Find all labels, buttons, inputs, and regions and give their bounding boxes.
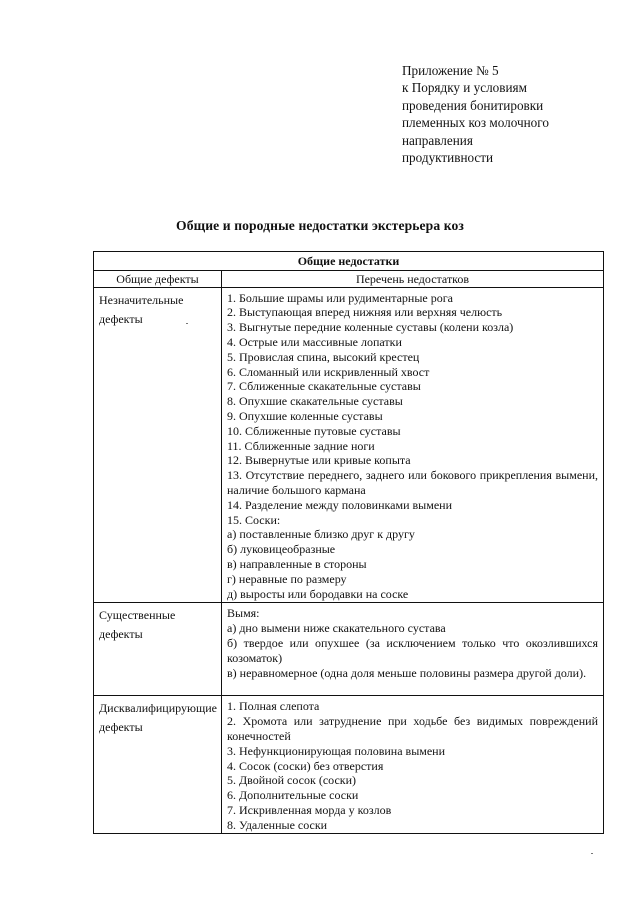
list-item: 5. Провислая спина, высокий крестец xyxy=(227,349,420,364)
table-row xyxy=(94,696,604,834)
list-item: а) дно вымени ниже скакательного сустава xyxy=(227,621,446,636)
list-item: 3. Выгнутые передние коленные суставы (колени козла) xyxy=(227,320,514,335)
appendix-line: проведения бонитировки xyxy=(402,97,544,113)
list-item: 1. Полная слепота xyxy=(227,699,320,714)
list-item: 3. Нефункционирующая половина вымени xyxy=(227,743,446,758)
appendix-note xyxy=(402,62,627,166)
table-section-header-row xyxy=(94,252,604,271)
document-title: Общие и породные недостатки экстерьера коз xyxy=(176,218,464,233)
list-item: 4. Сосок (соски) без отверстия xyxy=(227,758,384,773)
column-header-list: Перечень недостатков xyxy=(222,270,604,287)
list-item: в) неравномерное (одна доля меньше половины размера другой доли). xyxy=(227,665,587,680)
list-item: 7. Сближенные скакательные суставы xyxy=(227,379,421,394)
scan-speck xyxy=(186,323,188,324)
list-item: 14. Разделение между половинками вымени xyxy=(227,497,452,512)
list-item: 2. Хромота или затруднение при ходьбе без видимых повреждений конечностей xyxy=(227,714,599,743)
row-items-significant xyxy=(222,603,604,696)
list-item: 1. Большие шрамы или рудиментарные рога xyxy=(227,290,453,305)
list-item: 7. Искривленная морда у козлов xyxy=(227,802,392,817)
column-header-defects: Общие дефекты xyxy=(94,270,222,287)
list-item: 4. Острые или массивные лопатки xyxy=(227,334,402,349)
list-item: 13. Отсутствие переднего, заднего или бокового прикрепления вымени, наличие большого кармана xyxy=(227,468,599,497)
list-item: б) луковицеобразные xyxy=(227,542,336,557)
list-item: г) неравные по размеру xyxy=(227,571,347,586)
list-item: б) твердое или опухшее (за исключением только что окозлившихся козоматок) xyxy=(227,635,599,665)
row-spacer xyxy=(227,680,598,694)
table-row xyxy=(94,287,604,603)
appendix-line: направления xyxy=(402,132,473,148)
section-header: Общие недостатки xyxy=(94,252,604,271)
list-item: 15. Соски: xyxy=(227,512,281,527)
row-category-minor: Незначительные дефекты xyxy=(94,287,222,603)
list-item: 6. Дополнительные соски xyxy=(227,788,359,803)
table-row xyxy=(94,603,604,696)
list-item: 5. Двойной сосок (соски) xyxy=(227,773,357,788)
row-category-disqualifying: Дисквалифицирующие дефекты xyxy=(94,696,222,834)
list-item: а) поставленные близко друг к другу xyxy=(227,527,415,542)
defects-table xyxy=(93,251,604,834)
list-item: 11. Сближенные задние ноги xyxy=(227,438,375,453)
appendix-line: к Порядку и условиям xyxy=(402,80,527,96)
scan-speck xyxy=(591,853,593,854)
list-item: 2. Выступающая вперед нижняя или верхняя челюсть xyxy=(227,305,503,320)
row-items-disqualifying xyxy=(222,696,604,834)
list-item: Вымя: xyxy=(227,606,260,621)
list-item: д) выросты или бородавки на соске xyxy=(227,586,409,601)
list-item: 12. Вывернутые или кривые копыта xyxy=(227,453,411,468)
list-item: в) направленные в стороны xyxy=(227,556,367,571)
appendix-line: Приложение № 5 xyxy=(402,63,499,78)
appendix-line: племенных коз молочного xyxy=(402,115,549,131)
list-item: 6. Сломанный или искривленный хвост xyxy=(227,364,430,379)
list-item: 10. Сближенные путовые суставы xyxy=(227,423,401,438)
row-category-significant: Существенные дефекты xyxy=(94,603,222,696)
table-column-header-row xyxy=(94,270,604,287)
row-items-minor xyxy=(222,287,604,603)
list-item: 8. Удаленные соски xyxy=(227,817,328,832)
list-item: 9. Опухшие коленные суставы xyxy=(227,408,383,423)
list-item: 8. Опухшие скакательные суставы xyxy=(227,394,403,409)
appendix-line: продуктивности xyxy=(402,150,494,166)
